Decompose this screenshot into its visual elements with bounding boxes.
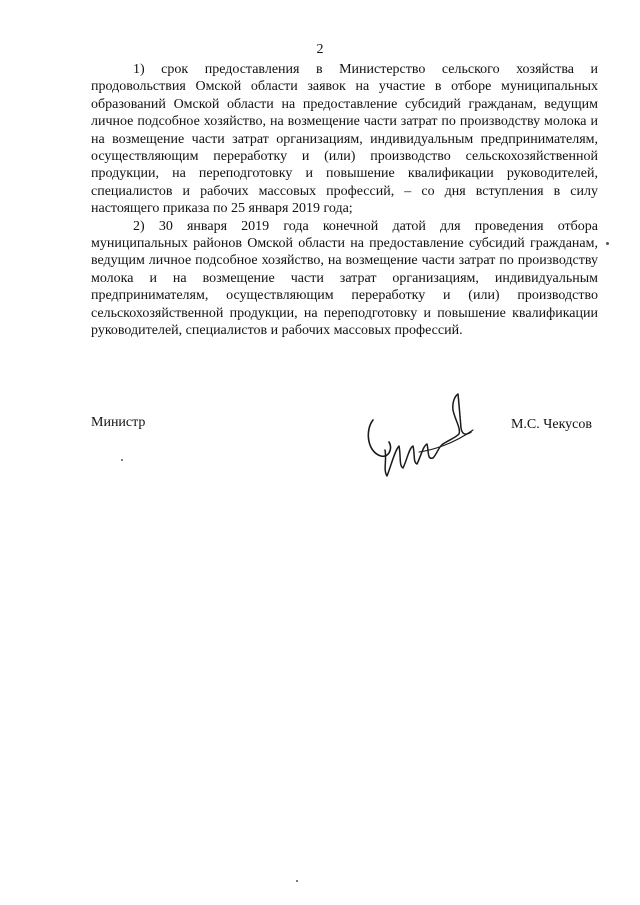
scan-speck: [121, 459, 123, 461]
scan-speck: [606, 242, 609, 245]
paragraph-1: 1) срок предоставления в Министерство сельского хозяйства и продовольствия Омской области заявок на участие в отборе муниципальных образований Омской области на предоставление субсидий гражданам, ведущим личное подсобное хозяйство, на возмещение части затрат по производству молока и на возмещение части затрат организациям, индивидуальным предпринимателям, осуществляющим переработку и (или) производство сельскохозяйственной продукции, на переподготовку и повышение квалификации руководителей, специалистов и рабочих массовых профессий, – со дня вступления в силу настоящего приказа по 25 января 2019 года;: [91, 62, 598, 217]
signer-position: Министр: [91, 415, 146, 430]
signature-block: [91, 412, 598, 512]
paragraph-2: 2) 30 января 2019 года конечной датой для проведения отбора муниципальных районов Омской области на предоставление субсидий гражданам, ведущим личное подсобное хозяйство, на возмещение части затрат по производству молока и на возмещение части затрат организациям, индивидуальным предпринимателям, осуществляющим переработку и (или) производство сельскохозяйственной продукции, на переподготовку и повышение квалификации руководителей, специалистов и рабочих массовых профессий.: [91, 218, 598, 339]
document-body: [91, 61, 598, 340]
page-number: 2: [316, 42, 324, 57]
scan-speck: [296, 880, 298, 882]
signer-name: М.С. Чекусов: [510, 417, 592, 432]
handwritten-signature: [363, 390, 483, 490]
